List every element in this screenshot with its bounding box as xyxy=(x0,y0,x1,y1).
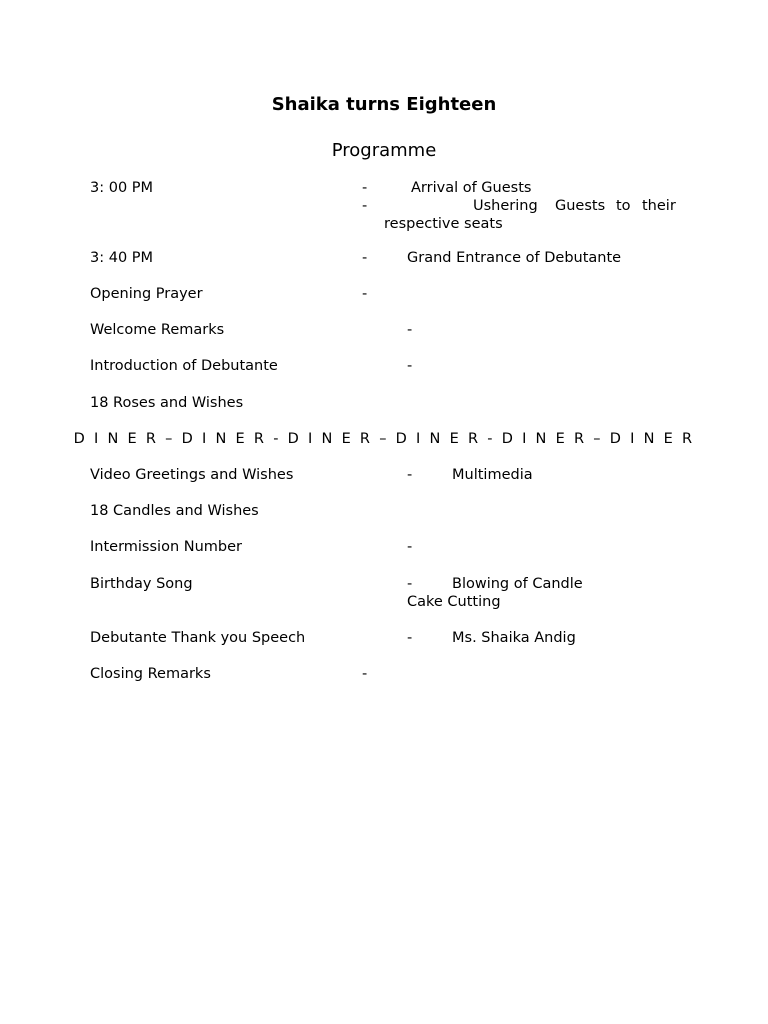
programme-item: 18 Roses and Wishes xyxy=(90,395,244,411)
programme-detail: Blowing of Candle xyxy=(452,576,583,592)
programme-detail-continuation: respective seats xyxy=(384,216,503,232)
separator-dash: - xyxy=(362,250,368,266)
separator-dash: - xyxy=(407,539,413,555)
programme-item: Closing Remarks xyxy=(90,666,211,682)
document-title: Shaika turns Eighteen xyxy=(271,94,497,115)
programme-item: Welcome Remarks xyxy=(90,322,225,338)
separator-dash: - xyxy=(407,576,413,592)
separator-dash: - xyxy=(362,198,368,214)
programme-detail: Ms. Shaika Andig xyxy=(452,630,576,646)
detail-word: to xyxy=(616,198,631,214)
time-label: 3: 00 PM xyxy=(90,180,154,196)
separator-dash: - xyxy=(362,180,368,196)
separator-dash: - xyxy=(407,358,413,374)
separator-dash: - xyxy=(362,286,368,302)
detail-word: their xyxy=(642,198,676,214)
programme-detail: Arrival of Guests xyxy=(411,180,532,196)
document-subtitle: Programme xyxy=(331,140,437,161)
detail-word: Guests xyxy=(555,198,606,214)
programme-item: Debutante Thank you Speech xyxy=(90,630,306,646)
separator-dash: - xyxy=(407,322,413,338)
time-label: 3: 40 PM xyxy=(90,250,154,266)
separator-dash: - xyxy=(407,630,413,646)
programme-detail: Multimedia xyxy=(452,467,533,483)
programme-item: Opening Prayer xyxy=(90,286,203,302)
programme-detail: Grand Entrance of Debutante xyxy=(407,250,622,266)
programme-item: Video Greetings and Wishes xyxy=(90,467,294,483)
programme-detail-continuation: Cake Cutting xyxy=(407,594,501,610)
programme-item: 18 Candles and Wishes xyxy=(90,503,259,519)
detail-word: Ushering xyxy=(473,198,538,214)
programme-item: Birthday Song xyxy=(90,576,193,592)
separator-dash: - xyxy=(362,666,368,682)
separator-dash: - xyxy=(407,467,413,483)
programme-item: Introduction of Debutante xyxy=(90,358,278,374)
programme-item: Intermission Number xyxy=(90,539,242,555)
diner-divider: D I N E R – D I N E R - D I N E R – D I N E R - D I N E R – D I N E R xyxy=(73,431,695,447)
